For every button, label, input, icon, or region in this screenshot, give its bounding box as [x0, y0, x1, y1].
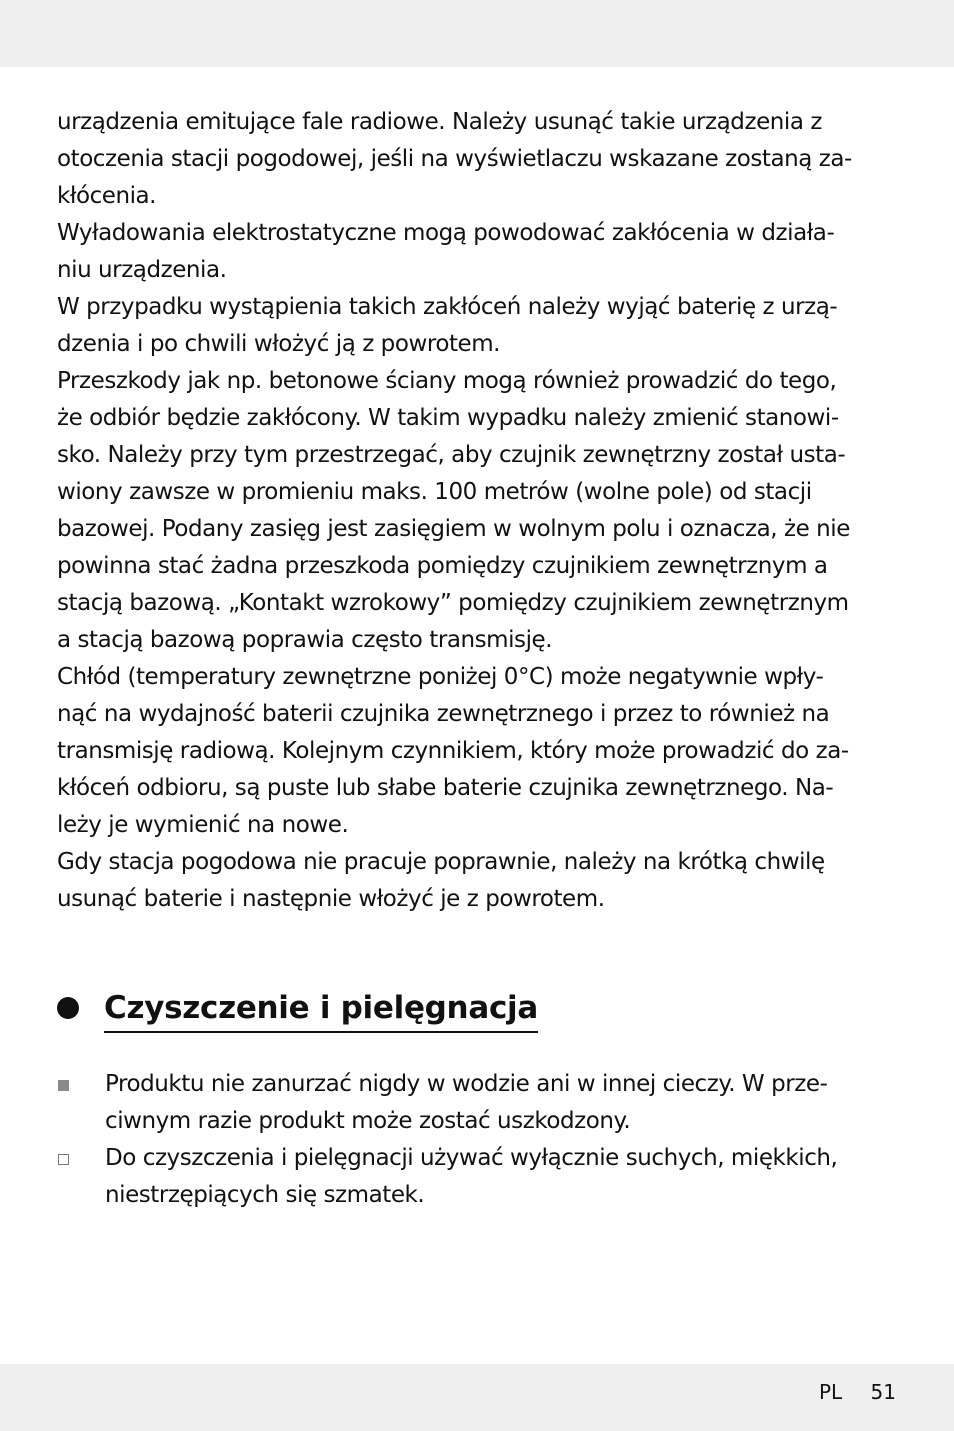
body-line: dzenia i po chwili włożyć ją z powrotem. — [57, 331, 501, 357]
body-line: W przypadku wystąpienia takich zakłóceń należy wyjąć baterię z urzą- — [57, 294, 838, 320]
body-line: Wyładowania elektrostatyczne mogą powodować zakłócenia w działa- — [57, 220, 835, 246]
bullet-dot-icon — [57, 997, 79, 1019]
footer-band — [0, 1364, 954, 1431]
body-line: bazowej. Podany zasięg jest zasięgiem w wolnym polu i oznacza, że nie — [57, 516, 850, 542]
body-line: wiony zawsze w promieniu maks. 100 metrów (wolne pole) od stacji — [57, 479, 812, 505]
language-code: PL — [818, 1380, 843, 1404]
section-title: Czyszczenie i pielęgnacja — [104, 986, 538, 1033]
body-line: Gdy stacja pogodowa nie pracuje poprawnie, należy na krótką chwilę — [57, 849, 825, 875]
body-line: leży je wymienić na nowe. — [57, 812, 349, 838]
list-item — [57, 1140, 907, 1214]
body-line: otoczenia stacji pogodowej, jeśli na wyświetlaczu wskazane zostaną za- — [57, 146, 852, 172]
body-line: Przeszkody jak np. betonowe ściany mogą również prowadzić do tego, — [57, 368, 837, 394]
list-item-text: Do czyszczenia i pielęgnacji używać wyłącznie suchych, miękkich, — [105, 1145, 838, 1171]
body-line: a stacją bazową poprawia często transmisję. — [57, 627, 553, 653]
body-line: kłócenia. — [57, 183, 157, 209]
body-line: usunąć baterie i następnie włożyć je z powrotem. — [57, 886, 605, 912]
list-item-text: niestrzępiących się szmatek. — [105, 1182, 425, 1208]
body-line: stacją bazową. „Kontakt wzrokowy” pomiędzy czujnikiem zewnętrznym — [57, 590, 849, 616]
body-line: transmisję radiową. Kolejnym czynnikiem, który może prowadzić do za- — [57, 738, 849, 764]
bullet-list — [57, 1066, 907, 1214]
checkbox-square-icon — [58, 1154, 69, 1165]
page-number: 51 — [870, 1380, 896, 1404]
body-line: kłóceń odbioru, są puste lub słabe baterie czujnika zewnętrznego. Na- — [57, 775, 834, 801]
body-text — [57, 104, 907, 918]
body-line: urządzenia emitujące fale radiowe. Należy usunąć takie urządzenia z — [57, 109, 822, 135]
body-line: sko. Należy przy tym przestrzegać, aby czujnik zewnętrzny został usta- — [57, 442, 846, 468]
filled-square-icon — [58, 1080, 69, 1091]
body-line: Chłód (temperatury zewnętrzne poniżej 0°C) może negatywnie wpły- — [57, 664, 824, 690]
body-line: nąć na wydajność baterii czujnika zewnętrznego i przez to również na — [57, 701, 830, 727]
header-band — [0, 0, 954, 67]
page-footer — [819, 1378, 896, 1406]
list-item-text: Produktu nie zanurzać nigdy w wodzie ani w innej cieczy. W prze- — [105, 1071, 828, 1097]
body-line: powinna stać żadna przeszkoda pomiędzy czujnikiem zewnętrznym a — [57, 553, 828, 579]
section-heading — [57, 986, 547, 1034]
body-line: że odbiór będzie zakłócony. W takim wypadku należy zmienić stanowi- — [57, 405, 839, 431]
list-item-text: ciwnym razie produkt może zostać uszkodzony. — [105, 1108, 631, 1134]
list-item — [57, 1066, 907, 1140]
body-line: niu urządzenia. — [57, 257, 227, 283]
